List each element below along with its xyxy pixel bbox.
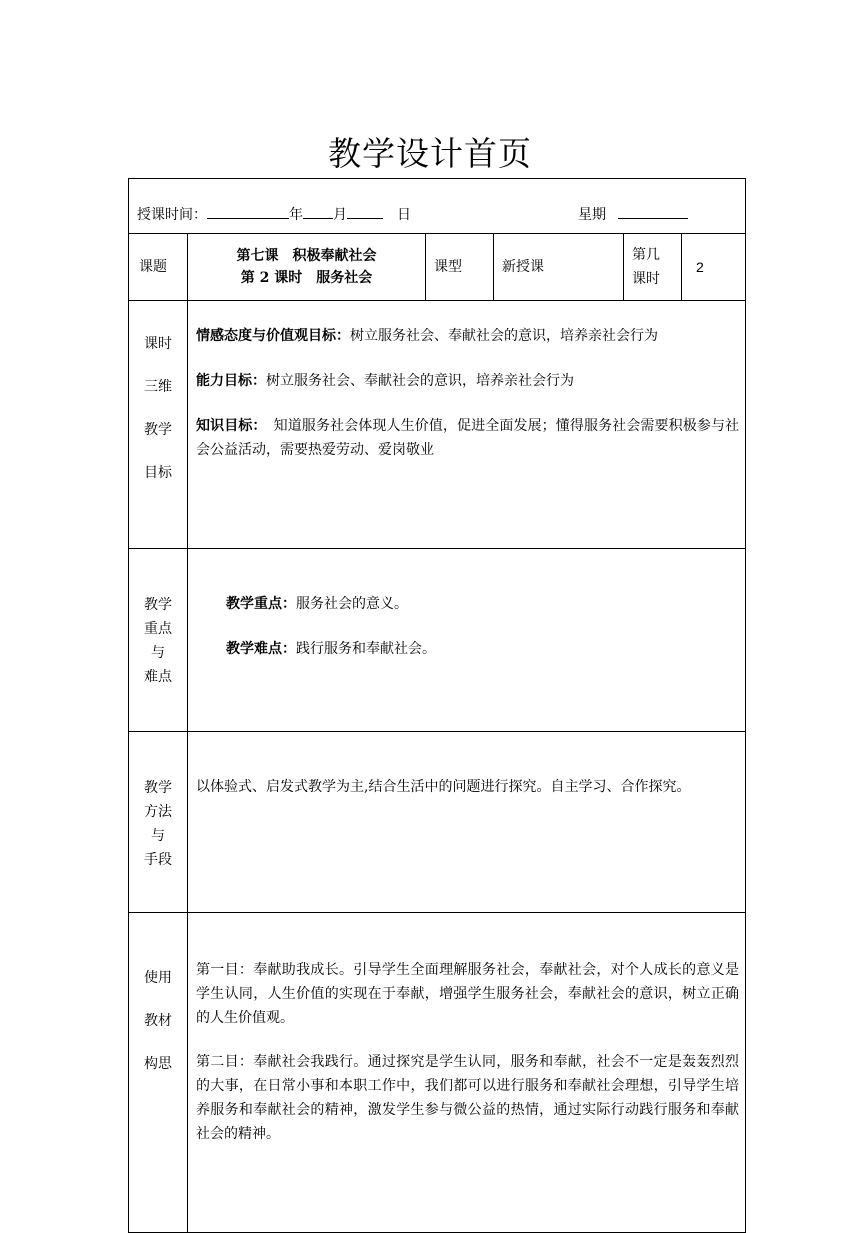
method-label: 教学 方法 与 手段 xyxy=(129,732,188,913)
lesson-plan-table xyxy=(128,178,746,1233)
date-label: 授课时间： xyxy=(137,207,207,223)
type-label: 课型 xyxy=(426,234,494,301)
goal-emotion: 情感态度与价值观目标：树立服务社会、奉献社会的意识，培养亲社会行为 xyxy=(196,328,658,344)
date-cell xyxy=(129,179,746,234)
topic-value xyxy=(188,234,426,301)
textbook-use-row xyxy=(129,913,746,1233)
date-blank-day[interactable] xyxy=(347,202,383,219)
goals-row xyxy=(129,301,746,549)
use-paragraph-1: 第一目：奉献助我成长。引导学生全面理解服务社会，奉献社会，对个人成长的意义是学生认同，人生价值的实现在于奉献，增强学生服务社会，奉献社会的意识，树立正确的人生价值观。 xyxy=(196,962,740,1026)
goal-ability: 能力目标：树立服务社会、奉献社会的意识，培养亲社会行为 xyxy=(196,373,574,389)
topic-row xyxy=(129,234,746,301)
textbook-use-content xyxy=(188,913,746,1233)
difficult-point: 教学难点：践行服务和奉献社会。 xyxy=(226,641,436,657)
topic-label: 课题 xyxy=(129,234,188,301)
goals-label: 课时 三维 教学 目标 xyxy=(129,301,188,549)
method-text: 以体验式、启发式教学为主,结合生活中的问题进行探究。自主学习、合作探究。 xyxy=(196,779,691,795)
day-label: 日 xyxy=(397,207,411,223)
year-label: 年 xyxy=(289,207,303,223)
key-points-row xyxy=(129,549,746,732)
lesson-subtitle: 第 2 课时 服务社会 xyxy=(240,270,373,286)
weekday-blank[interactable] xyxy=(618,202,688,219)
date-blank-month[interactable] xyxy=(303,202,333,219)
goal-knowledge: 知识目标： 知道服务社会体现人生价值，促进全面发展；懂得服务社会需要积极参与社会公益活动，需要热爱劳动、爱岗敬业 xyxy=(196,418,740,458)
date-row xyxy=(129,179,746,234)
hours-label: 第几 课时 xyxy=(624,234,682,301)
method-content xyxy=(188,732,746,913)
use-paragraph-2: 第二目：奉献社会我践行。通过探究是学生认同，服务和奉献，社会不一定是轰轰烈烈的大事，在日常小事和本职工作中，我们都可以进行服务和奉献社会理想，引导学生培养服务和奉献社会的精神，激发学生参与微公益的热情，通过实际行动践行服务和奉献社会的精神。 xyxy=(196,1054,740,1142)
method-row xyxy=(129,732,746,913)
key-point: 教学重点：服务社会的意义。 xyxy=(226,596,408,612)
textbook-use-label: 使用 教材 构思 xyxy=(129,913,188,1233)
weekday-label: 星期 xyxy=(578,207,606,223)
key-points-label: 教学 重点 与 难点 xyxy=(129,549,188,732)
hours-value: 2 xyxy=(682,234,746,301)
lesson-title: 第七课 积极奉献社会 xyxy=(236,248,377,264)
date-blank-year[interactable] xyxy=(207,202,289,219)
type-value: 新授课 xyxy=(494,234,624,301)
page-title: 教学设计首页 xyxy=(328,134,532,173)
key-points-content xyxy=(188,549,746,732)
goals-content xyxy=(188,301,746,549)
month-label: 月 xyxy=(333,207,347,223)
